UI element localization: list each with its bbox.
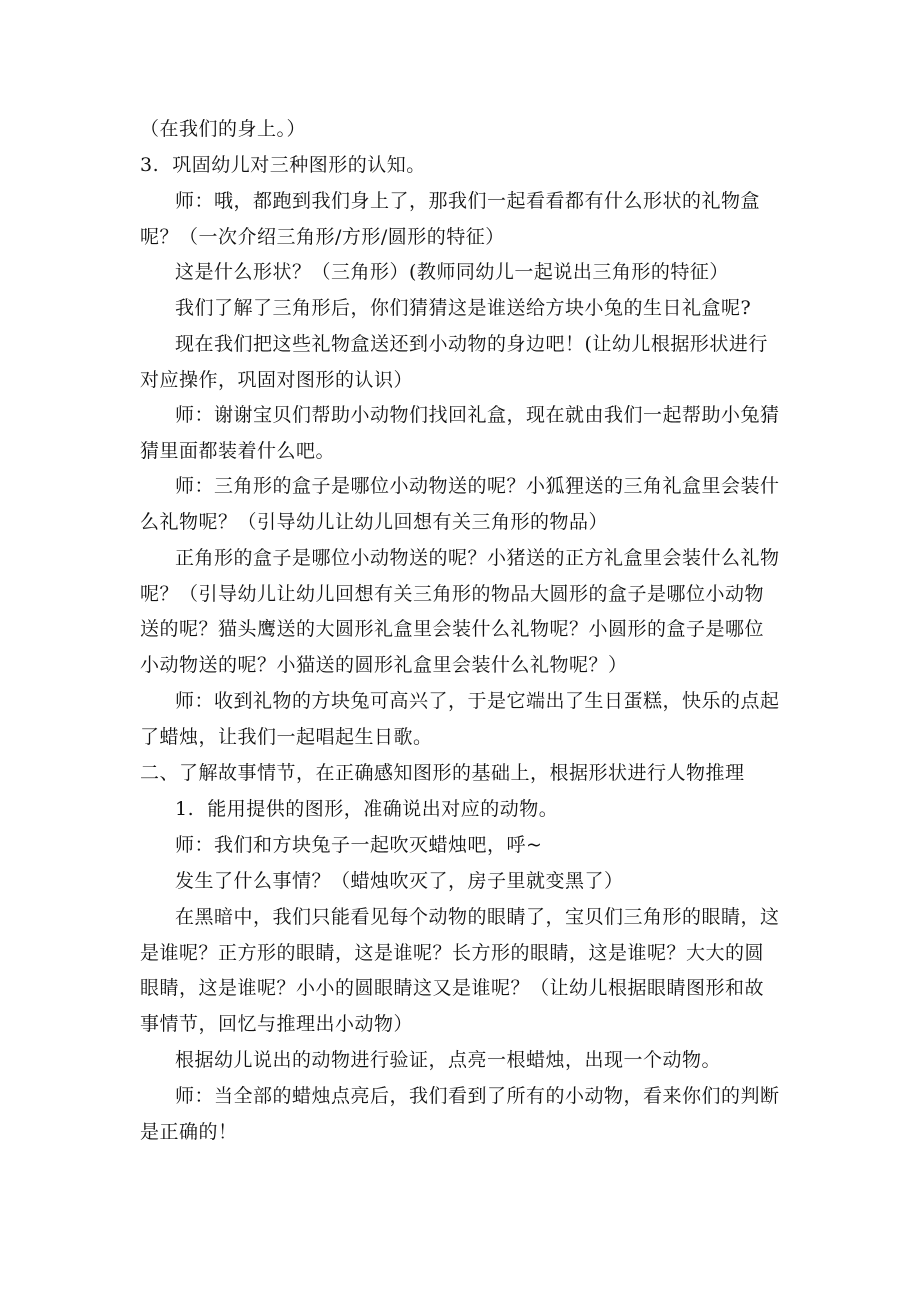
paragraph-4: 这是什么形状？（三角形）(教师同幼儿一起说出三角形的特征） xyxy=(175,261,729,283)
paragraph-16: 根据幼儿说出的动物进行验证，点亮一根蜡烛，出现一个动物。 xyxy=(175,1049,722,1071)
paragraph-6: 现在我们把这些礼物盒送还到小动物的身边吧！(让幼儿根据形状进行对应操作，巩固对图形的认识） xyxy=(140,333,768,391)
paragraph-14: 发生了什么事情？（蜡烛吹灭了，房子里就变黑了） xyxy=(175,870,624,892)
paragraph-13: 师：我们和方块兔子一起吹灭蜡烛吧，呼~ xyxy=(175,834,543,856)
paragraph-8: 师：三角形的盒子是哪位小动物送的呢？小狐狸送的三角礼盒里会装什么礼物呢？（引导幼儿让幼儿回想有关三角形的物品） xyxy=(140,475,780,533)
paragraph-17: 师：当全部的蜡烛点亮后，我们看到了所有的小动物，看来你们的判断是正确的！ xyxy=(140,1085,780,1143)
paragraph-3: 师：哦，都跑到我们身上了，那我们一起看看都有什么形状的礼物盒呢？（一次介绍三角形/方形/圆形的特征） xyxy=(140,190,761,248)
section-heading-2: 二、了解故事情节，在正确感知图形的基础上，根据形状进行人物推理 xyxy=(140,762,745,784)
paragraph-10: 师：收到礼物的方块兔可高兴了，于是它端出了生日蛋糕，快乐的点起了蜡烛，让我们一起唱起生日歌。 xyxy=(140,690,780,748)
paragraph-9: 正角形的盒子是哪位小动物送的呢？小猪送的正方礼盒里会装什么礼物呢？（引导幼儿让幼儿回想有关三角形的物品大圆形的盒子是哪位小动物送的呢？猫头鹰送的大圆形礼盒里会装什么礼物呢？小圆形的盒子是哪位小动物送的呢？小猫送的圆形礼盒里会装什么礼物呢？） xyxy=(140,547,780,676)
section-heading-3: 3. 巩固幼儿对三种图形的认知。 xyxy=(140,154,426,176)
paragraph-7: 师：谢谢宝贝们帮助小动物们找回礼盒，现在就由我们一起帮助小兔猜猜里面都装着什么吧。 xyxy=(140,404,780,462)
paragraph-5: 我们了解了三角形后，你们猜猜这是谁送给方块小兔的生日礼盒呢? xyxy=(175,297,752,319)
paragraph-15: 在黑暗中，我们只能看见每个动物的眼睛了，宝贝们三角形的眼睛，这是谁呢？正方形的眼睛，这是谁呢？长方形的眼睛，这是谁呢？大大的圆眼睛，这是谁呢？小小的圆眼睛这又是谁呢？（让幼儿根据眼睛图形和故事情节，回忆与推理出小动物） xyxy=(140,906,780,1035)
paragraph-1: （在我们的身上。） xyxy=(140,118,307,140)
subsection-heading-1: 1. 能用提供的图形，准确说出对应的动物。 xyxy=(175,798,559,820)
